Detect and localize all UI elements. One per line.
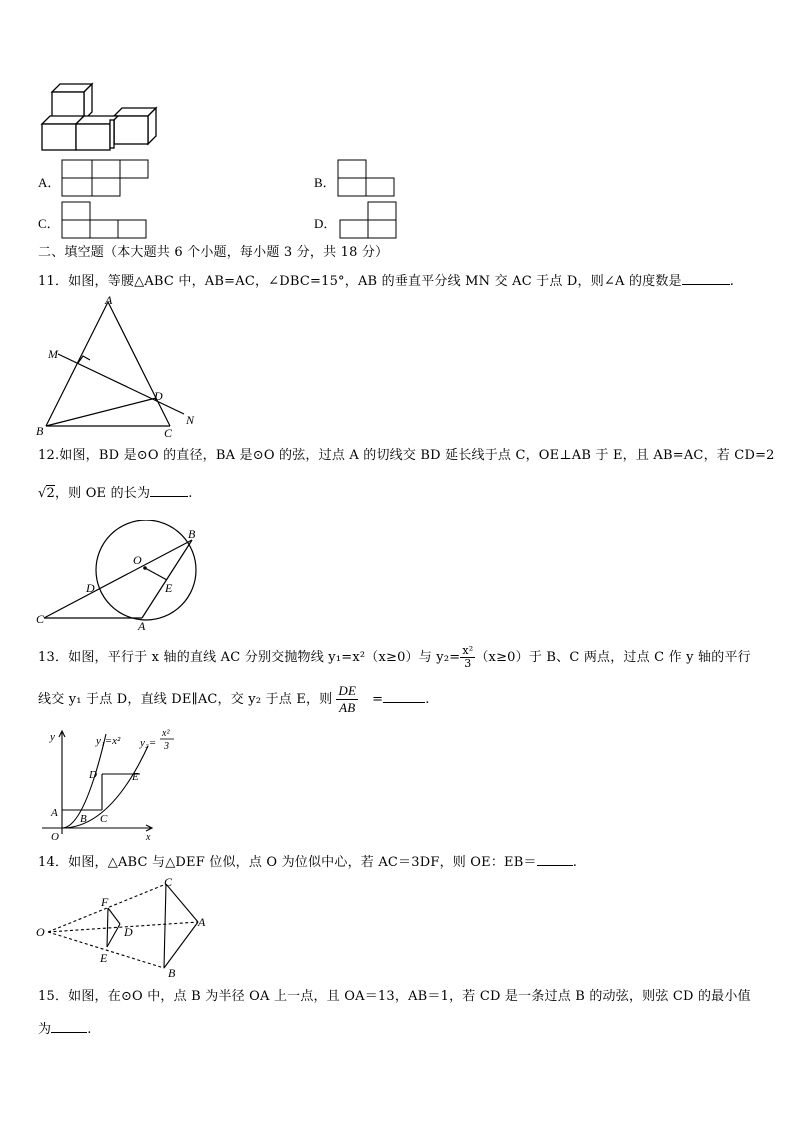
option-a-grid xyxy=(60,158,152,200)
q15-answer-blank xyxy=(51,1018,87,1033)
cube-stack-figure xyxy=(36,80,166,154)
q14-label-b: B xyxy=(168,966,176,980)
q12-label-o: O xyxy=(133,553,142,567)
q13-ratio-fraction xyxy=(336,683,358,716)
q13-parabola-figure xyxy=(40,724,176,846)
q13-label-b: B xyxy=(80,813,87,825)
q14-stem: 14．如图，△ABC 与△DEF 位似，点 O 为位似中心，若 AC＝3DF，则 OE：EB＝ xyxy=(38,855,537,870)
q11-stem: 11．如图，等腰△ABC 中，AB=AC，∠DBC=15°，AB 的垂直平分线 MN 交 AC 于点 D，则∠A 的度数是 xyxy=(38,274,682,289)
q11-triangle-figure xyxy=(34,294,204,440)
option-d-label: D． xyxy=(314,216,337,231)
q15-line1: 15．如图，在⊙O 中，点 B 为半径 OA 上一点，且 OA＝13，AB＝1，若 CD 是一条过点 B 的动弦，则弦 CD 的最小值 xyxy=(38,989,751,1004)
q14-label-e: E xyxy=(100,951,108,965)
q11-label-a: A xyxy=(105,294,113,307)
q13-label-d: D xyxy=(89,769,97,781)
q14-label-c: C xyxy=(164,875,173,889)
q12-line1: 12.如图，BD 是⊙O 的直径，BA 是⊙O 的弦，过点 A 的切线交 BD 延长线于点 C，OE⊥AB 于 E，且 AB=AC，若 CD=2 xyxy=(38,448,775,463)
fraction-numerator: x² xyxy=(462,644,474,657)
q13-line2 xyxy=(38,682,430,718)
q12-label-b: B xyxy=(188,527,196,541)
q14-end: . xyxy=(572,855,578,870)
q12-answer-blank xyxy=(150,482,188,497)
q11-label-c: C xyxy=(164,426,173,440)
option-c-grid xyxy=(60,200,150,242)
option-b-grid xyxy=(336,158,398,200)
q11-label-d: D xyxy=(154,389,163,403)
q12-end: . xyxy=(188,486,193,501)
q13-label-c: C xyxy=(100,813,108,825)
q11-label-m: M xyxy=(48,347,58,361)
q11-end: . xyxy=(729,274,735,289)
q14-label-f: F xyxy=(101,895,109,909)
option-c-label: C． xyxy=(38,216,60,231)
q11-text xyxy=(38,270,734,292)
q12-line2-text: ，则 OE 的长为 xyxy=(54,486,151,501)
q13-answer-blank xyxy=(383,688,425,703)
q15-line2 xyxy=(38,1018,92,1040)
q13-end: . xyxy=(425,692,430,707)
q13-label-y-axis: y xyxy=(50,731,55,743)
ratio-numerator: DE xyxy=(338,683,357,698)
q13-label-y2-den: 3 xyxy=(164,741,169,752)
q13-line2-a: 线交 y₁ 于点 D，直线 DE∥AC，交 y₂ 于点 E，则 xyxy=(38,692,333,707)
option-a-label: A． xyxy=(38,175,61,190)
q14-label-a: A xyxy=(198,915,206,929)
q12-label-a: A xyxy=(138,619,146,632)
option-b-label: B． xyxy=(314,175,336,190)
option-d-grid xyxy=(338,200,400,242)
q13-label-y2: y₂= xyxy=(140,737,157,749)
q13-label-y2-num: x² xyxy=(162,728,170,739)
q14-text xyxy=(38,851,577,873)
q13-label-o: O xyxy=(51,831,59,843)
q13-label-a: A xyxy=(51,807,58,819)
q13-line1 xyxy=(38,640,751,676)
ratio-denominator: AB xyxy=(339,700,356,715)
q12-label-c: C xyxy=(36,612,45,626)
q12-line2 xyxy=(38,482,193,504)
q14-label-d: D xyxy=(124,925,133,939)
q14-homothety-figure xyxy=(34,874,214,980)
q14-answer-blank xyxy=(537,851,573,866)
q11-label-n: N xyxy=(186,413,195,427)
q12-sqrt-radicand: 2 xyxy=(46,486,55,501)
sqrt-symbol: √ xyxy=(38,486,47,501)
q13-inline-fraction xyxy=(460,645,475,670)
section-title: 二、填空题（本大题共 6 个小题，每小题 3 分，共 18 分） xyxy=(38,245,389,260)
q13-line1-b: （x≥0）于 B、C 两点，过点 C 作 y 轴的平行 xyxy=(475,650,751,665)
q13-label-e: E xyxy=(132,771,139,783)
q12-circle-figure xyxy=(32,520,208,632)
q13-line1-a: 13．如图，平行于 x 轴的直线 AC 分别交抛物线 y₁=x²（x≥0）与 y₂= xyxy=(38,650,461,665)
q15-end: . xyxy=(87,1022,92,1037)
q13-label-x-axis: x xyxy=(146,832,151,843)
q12-label-d: D xyxy=(86,581,95,595)
q13-label-y1: y₁=x² xyxy=(96,735,121,747)
q14-label-o: O xyxy=(36,925,45,939)
q12-label-e: E xyxy=(165,581,173,595)
q11-answer-blank xyxy=(682,270,730,285)
q11-label-b: B xyxy=(36,424,44,438)
q13-equals: = xyxy=(372,692,384,707)
fraction-denominator: 3 xyxy=(464,657,472,670)
q15-line2-text: 为 xyxy=(38,1022,52,1037)
